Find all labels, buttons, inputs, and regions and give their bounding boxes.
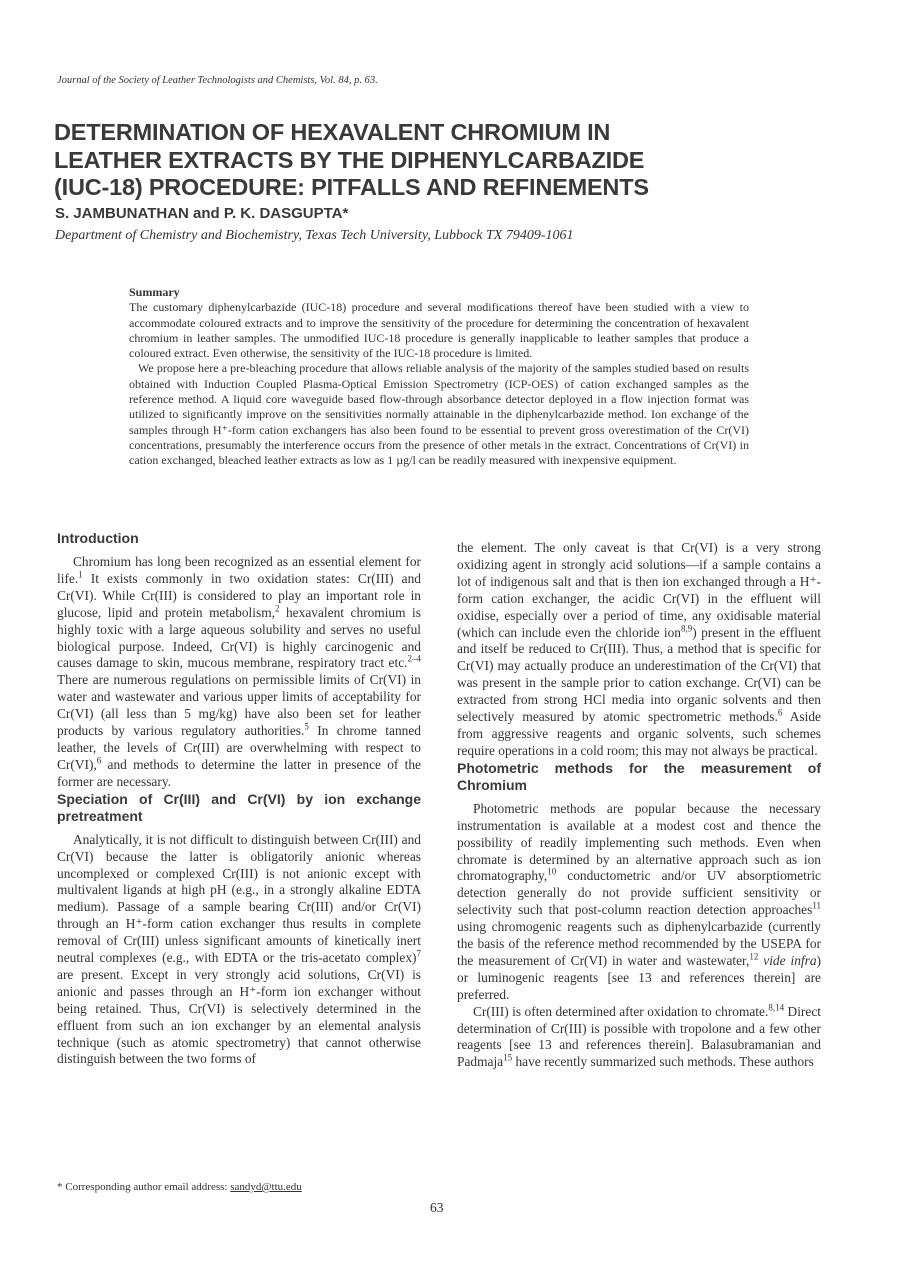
citation: 1 (78, 569, 83, 580)
citation: 2–4 (407, 653, 421, 664)
photometric-paragraph: Cr(III) is often determined after oxidation to chromate.$^{8,14}$ Direct determination of Cr(III) is possible with tropolone and a few other reagents [see 13 and references therein]. Balasubramanian and Padmaja$^{15}$ have recently summarized such methods. These authors (457, 1002, 822, 1070)
email-link[interactable]: sandyd@ttu.edu (230, 1181, 302, 1193)
photometric-paragraph: Photometric methods are popular because the necessary instrumentation is available at a modest cost and thence the possibility of readily implementing such methods. Even when chromate is determined by an alternative approach such as ion chromatography,$^{10}$ conductometric and/or UV absorptiometric detection generally do not provide sufficient sensitivity or selectivity such that post-column reaction detection approaches$^{11}$ using chromogenic reagents such as diphenylcarbazide (currently the basis of the reference method recommended by the USEPA for the measurement of Cr(VI) in water and wastewater,$^{12}$ vide infra) or luminogenic reagents [see 13 and references therein] are preferred. (457, 800, 822, 1002)
speciation-paragraph-continued: the element. The only caveat is that Cr(VI) is a very strong oxidizing agent in strongly acid solutions—if a sample contains a lot of indigenous salt and that is then ion exchanged through a H⁺-form cation exchanger, the acidic Cr(VI) in the effluent will oxidise, especially over a period of time, any oxidisable material (which can include even the chloride ion$^{8,9}$) present in the effluent and itself be reduced to Cr(III). Thus, a method that is specific for Cr(VI) may actually produce an underestimation of the Cr(VI) that was present in the sample prior to cation exchange. Cr(VI) can be extracted from strong HCl media into organic solvents and then selectively measured by atomic spectrometric methods.$^6$ Aside from aggressive reagents and organic solvents, such schemes require operations in a cold room; this may not always be practical. (457, 540, 822, 758)
citation: 6 (777, 707, 783, 718)
citation: 8,14 (768, 1002, 785, 1013)
intro-paragraph: Chromium has long been recognized as an essential element for life.$^1$ It exists commonly in two oxidation states: Cr(III) and Cr(VI). While Cr(III) is considered to play an important role in glucose, lipid and protein metabolism,$^2$ hexavalent chromium is highly toxic with a large aqueous solubility and serves no useful biological purpose. Indeed, Cr(VI) is highly carcinogenic and causes damage to skin, mucous membrane, respiratory tract etc.$^{2-4}$ There are numerous regulations on permissible limits of Cr(VI) in water and wastewater and various upper limits of acceptability for Cr(VI) (all less than 5 mg/kg) have also been set for leather products by various regulatory authorities.$^5$ In chrome tanned leather, the levels of Cr(III) are overwhelming with respect to Cr(VI),$^6$ and methods to determine the latter in presence of the former are necessary. (57, 554, 422, 789)
citation: 5 (304, 721, 309, 732)
title-line: (IUC-18) PROCEDURE: PITFALLS AND REFINEMENTS (54, 174, 649, 200)
citation: 7 (416, 948, 421, 959)
left-column (57, 530, 421, 1068)
citation: 2 (274, 603, 280, 614)
authors: S. JAMBUNATHAN and P. K. DASGUPTA* (55, 205, 349, 222)
footnote (57, 1181, 302, 1193)
title-line: LEATHER EXTRACTS BY THE DIPHENYLCARBAZIDE (54, 146, 645, 173)
article-title (54, 119, 814, 202)
citation: 15 (503, 1052, 513, 1063)
affiliation: Department of Chemistry and Biochemistry, Texas Tech University, Lubbock TX 79409-1061 (55, 228, 574, 243)
summary-heading: Summary (129, 285, 180, 299)
page-number: 63 (430, 1200, 444, 1215)
section-heading-introduction: Introduction (57, 530, 139, 546)
summary-paragraph: The customary diphenylcarbazide (IUC-18) procedure and several modifications thereof have been studied with a view to accommodate coloured extracts and to improve the sensitivity of the procedure for determining the concentration of hexavalent chromium in leather samples. The unmodified IUC-18 procedure is generally inapplicable to leather samples that produce a coloured extract. Even otherwise, the sensitivity of the IUC-18 procedure is limited. (129, 300, 749, 361)
journal-citation: Journal of the Society of Leather Technologists and Chemists, Vol. 84, p. 63. (57, 75, 378, 86)
citation: 10 (547, 866, 557, 877)
citation: 6 (96, 755, 102, 766)
summary-paragraph: We propose here a pre-bleaching procedure that allows reliable analysis of the majority of the samples studied based on results obtained with Induction Coupled Plasma-Optical Emission Spectrometry (ICP-OES) of cation exchanged samples as the reference method. A liquid core waveguide based flow-through absorbance detector deployed in a flow injection format was utilized to significantly improve on the sensitivities normally attainable in the diphenylcarbazide method. Ion exchange of the samples through H⁺-form cation exchangers has also been found to be essential to prevent gross overestimation of the Cr(VI) concentrations, presumably the interference occurs from the presence of other metals in the extract. Concentrations of Cr(VI) in cation exchanged, bleached leather extracts as low as 1 µg/l can be readily measured with inexpensive equipment. (129, 361, 749, 468)
citation: 8,9 (681, 623, 693, 634)
footnote-text: * Corresponding author email address: (57, 1181, 231, 1193)
speciation-paragraph: Analytically, it is not difficult to distinguish between Cr(III) and Cr(VI) because the latter is obligatorily anionic whereas uncomplexed or complexed Cr(III) is not anionic except with multivalent ligands at high pH (e.g., in a strongly alkaline EDTA medium). Passage of a sample bearing Cr(III) and/or Cr(VI) through an H⁺-form cation exchanger thus results in complete removal of Cr(III) unless significant amounts of kinetically inert neutral complexes (e.g., with EDTA or the tris-acetato complex)$^7$ are present. Except in very strongly acid solutions, Cr(VI) is anionic and passes through an H⁺-form ion exchanger without being retained. Thus, Cr(VI) is selectively determined in the effluent from such an ion exchanger by an elemental analysis technique (such as atomic spectrometry) that cannot otherwise distinguish between the two forms of (57, 831, 421, 1067)
section-heading-photometric: Photometric methods for the measurement of Chromium (457, 759, 821, 793)
summary-section (129, 285, 749, 469)
section-heading-speciation: Speciation of Cr(III) and Cr(VI) by ion exchange pretreatment (57, 790, 421, 824)
title-line: DETERMINATION OF HEXAVALENT CHROMIUM IN (54, 119, 611, 145)
citation: 11 (812, 900, 821, 911)
citation: 12 (749, 951, 759, 962)
right-column (457, 540, 821, 1071)
